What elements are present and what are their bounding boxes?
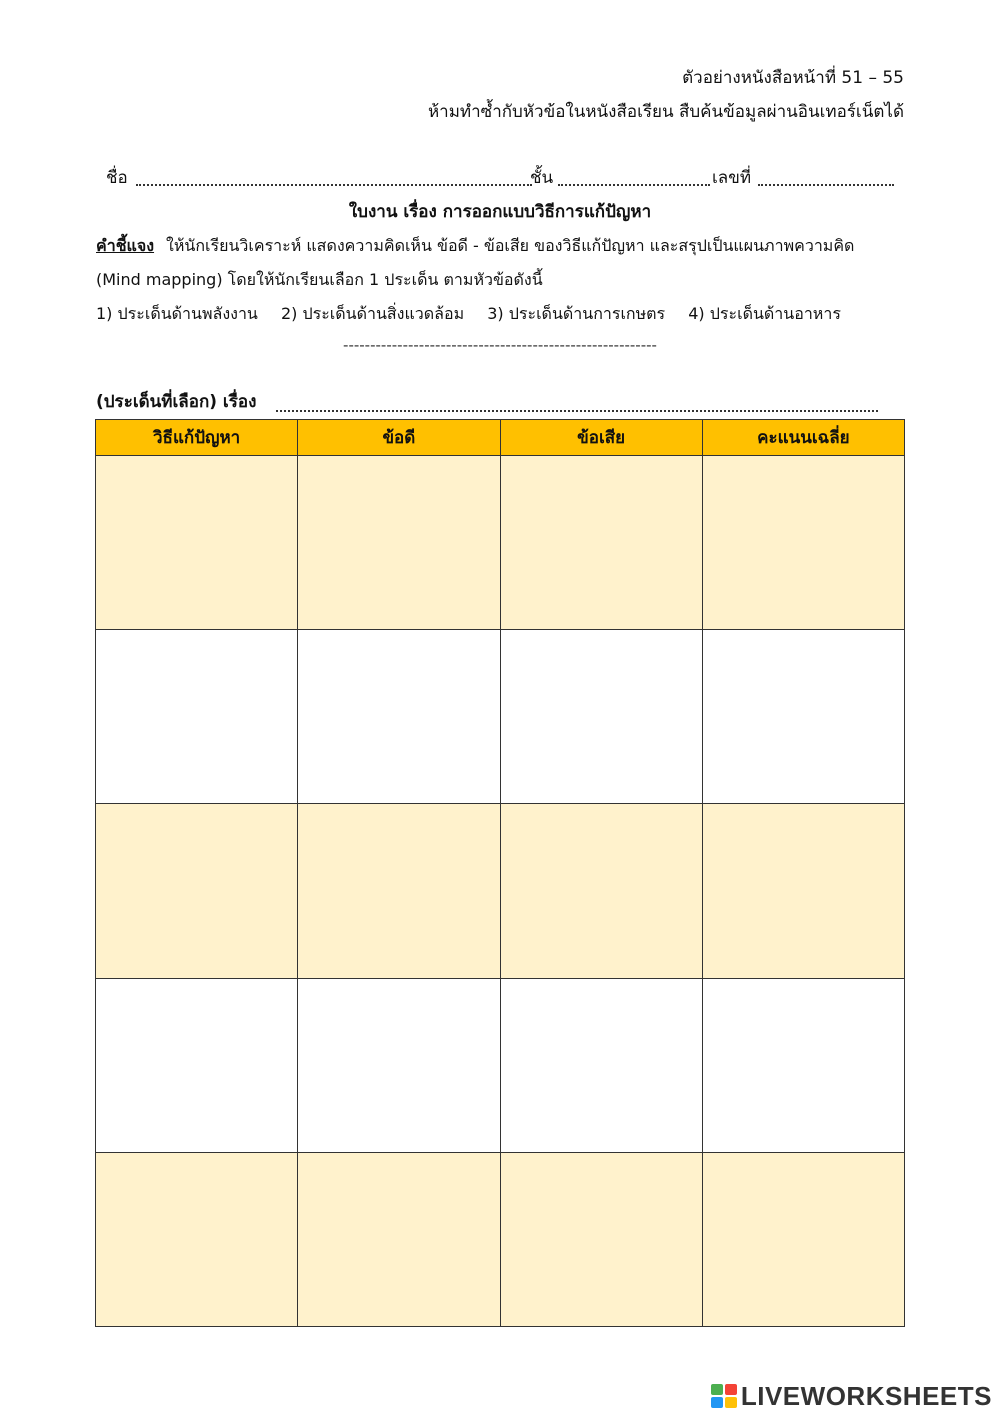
brand-name: LIVEWORKSHEETS <box>740 1380 992 1411</box>
instruction-line <box>96 234 854 259</box>
topic-field[interactable] <box>276 410 878 412</box>
header-average-score: คะแนนเฉลี่ย <box>702 420 904 456</box>
topic-row <box>96 388 878 414</box>
table-cell[interactable] <box>298 456 500 630</box>
table-cell[interactable] <box>702 456 904 630</box>
option-item: 2) ประเด็นด้านสิ่งแวดล้อม <box>280 304 465 323</box>
header-solution: วิธีแก้ปัญหา <box>96 420 298 456</box>
topic-label: (ประเด็นที่เลือก) เรื่อง <box>96 392 257 412</box>
table-cell[interactable] <box>702 630 904 804</box>
option-item: 4) ประเด็นด้านอาหาร <box>688 304 841 323</box>
topic-options <box>96 302 859 327</box>
table-row <box>96 978 905 1152</box>
evaluation-table <box>95 419 905 1327</box>
brand-footer <box>711 1381 992 1411</box>
number-label: เลขที่ <box>712 168 752 188</box>
student-info-row <box>106 164 896 190</box>
table-row <box>96 1152 905 1326</box>
table-cell[interactable] <box>500 456 702 630</box>
table-row <box>96 804 905 978</box>
table-cell[interactable] <box>702 1152 904 1326</box>
table-header-row <box>96 420 905 456</box>
table-cell[interactable] <box>702 978 904 1152</box>
table-cell[interactable] <box>298 630 500 804</box>
header-advantages: ข้อดี <box>298 420 500 456</box>
header-disadvantages: ข้อเสีย <box>500 420 702 456</box>
table-cell[interactable] <box>96 1152 298 1326</box>
table-cell[interactable] <box>96 804 298 978</box>
instruction-text-2: (Mind mapping) โดยให้นักเรียนเลือก 1 ประเด็น ตามหัวข้อดังนี้ <box>96 270 543 289</box>
table-cell[interactable] <box>96 456 298 630</box>
table-cell[interactable] <box>500 1152 702 1326</box>
page-reference: ตัวอย่างหนังสือหน้าที่ 51 – 55 <box>682 68 904 88</box>
copy-warning: ห้ามทำซ้ำกับหัวข้อในหนังสือเรียน สืบค้นข้อมูลผ่านอินเทอร์เน็ตได้ <box>427 102 904 122</box>
liveworksheets-logo-icon <box>711 1384 737 1408</box>
table-cell[interactable] <box>96 630 298 804</box>
worksheet-title: ใบงาน เรื่อง การออกแบบวิธีการแก้ปัญหา <box>348 202 652 222</box>
table-cell[interactable] <box>500 978 702 1152</box>
table-cell[interactable] <box>500 804 702 978</box>
instruction-text: ให้นักเรียนวิเคราะห์ แสดงความคิดเห็น ข้อดี - ข้อเสีย ของวิธีแก้ปัญหา และสรุปเป็นแผนภาพความคิด <box>166 236 855 255</box>
table-row <box>96 630 905 804</box>
table-cell[interactable] <box>298 1152 500 1326</box>
table-cell[interactable] <box>298 804 500 978</box>
dashed-divider: ---------------------------------------------------------- <box>343 336 657 354</box>
table-cell[interactable] <box>96 978 298 1152</box>
table-cell[interactable] <box>500 630 702 804</box>
option-item: 1) ประเด็นด้านพลังงาน <box>96 304 258 323</box>
table-cell[interactable] <box>702 804 904 978</box>
number-field[interactable] <box>758 184 894 186</box>
class-label: ชั้น <box>530 168 554 188</box>
option-item: 3) ประเด็นด้านการเกษตร <box>487 304 666 323</box>
class-field[interactable] <box>558 184 710 186</box>
table-row <box>96 456 905 630</box>
table-cell[interactable] <box>298 978 500 1152</box>
name-label: ชื่อ <box>106 168 128 188</box>
instruction-label: คำชี้แจง <box>96 236 155 255</box>
name-field[interactable] <box>136 184 532 186</box>
